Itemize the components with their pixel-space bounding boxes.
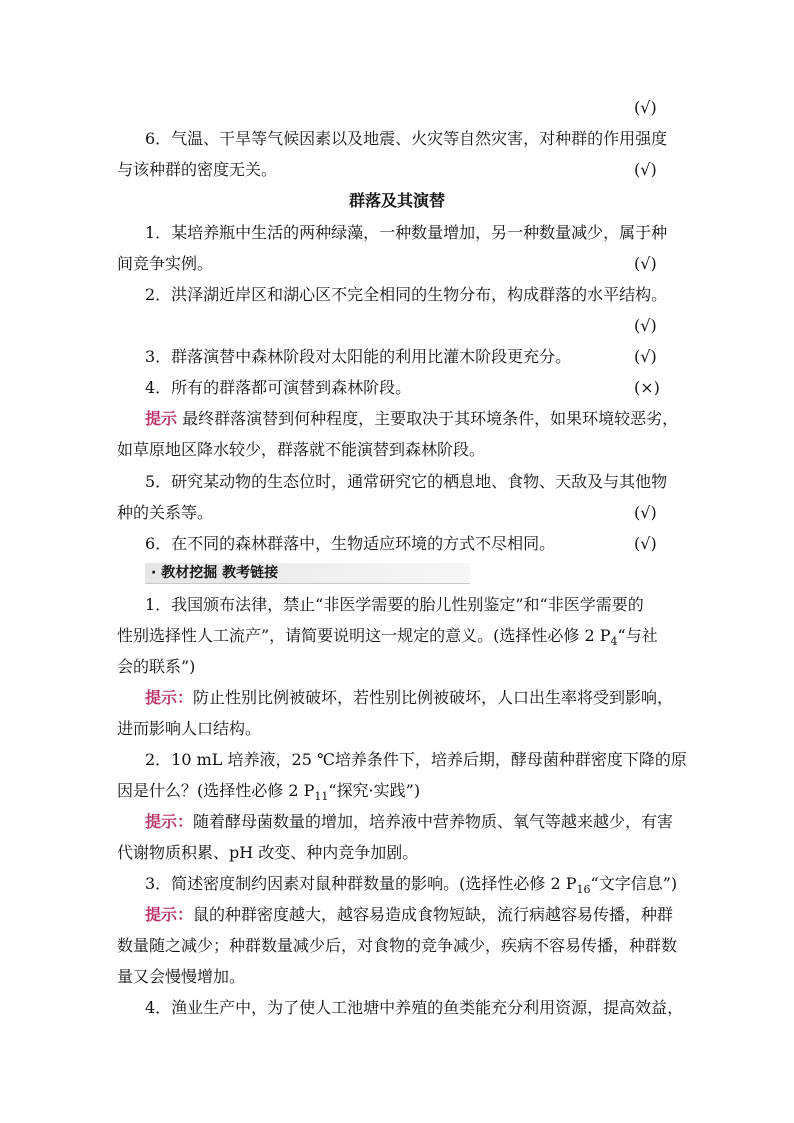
question-line: 1．我国颁布法律，禁止“非医学需要的胎儿性别鉴定”和“非医学需要的 bbox=[145, 595, 644, 614]
tip-line bbox=[145, 688, 705, 708]
tip-line: 代谢物质积累、pH 改变、种内竞争加剧。 bbox=[117, 843, 419, 862]
tip-text: 最终群落演替到何种程度，主要取决于其环境条件，如果环境较恶劣， bbox=[182, 409, 679, 428]
statement-line: 间竞争实例。 bbox=[117, 254, 214, 273]
statement-line: 5．研究某动物的生态位时，通常研究它的栖息地、食物、天敌及与其他物 bbox=[145, 472, 668, 491]
tip-label: 提示： bbox=[145, 688, 194, 707]
tip-line: 如草原地区降水较少，群落就不能演替到森林阶段。 bbox=[117, 440, 486, 459]
tip-line bbox=[145, 812, 705, 832]
question-line bbox=[117, 626, 677, 649]
question-line bbox=[145, 874, 705, 897]
question-line bbox=[117, 781, 677, 804]
tip-text: 鼠的种群密度越大，越容易造成食物短缺，流行病越容易传播，种群 bbox=[193, 905, 674, 924]
statement-line: 1．某培养瓶中生活的两种绿藻，一种数量增加，另一种数量减少，属于种 bbox=[145, 223, 668, 242]
tip-line bbox=[145, 409, 705, 429]
question-line: 4．渔业生产中，为了使人工池塘中养殖的鱼类能充分利用资源，提高效益， bbox=[145, 998, 684, 1017]
page-subscript: 16 bbox=[576, 883, 591, 897]
statement-line: 种的关系等。 bbox=[117, 503, 214, 522]
section-heading: 群落及其演替 bbox=[348, 191, 445, 210]
tip-label: 提示： bbox=[145, 905, 194, 924]
page-subscript: 4 bbox=[610, 635, 618, 649]
judgement-mark: (√) bbox=[634, 254, 657, 273]
tip-label: 提示 bbox=[145, 409, 178, 428]
statement-line: 与该种群的密度无关。 bbox=[117, 160, 278, 179]
tip-text: 防止性别比例被破坏，若性别比例被破坏，人口出生率将受到影响， bbox=[193, 688, 674, 707]
question-line: 2．10 mL 培养液，25 ℃培养条件下，培养后期，酵母菌种群密度下降的原 bbox=[145, 750, 687, 769]
judgement-mark: (√) bbox=[634, 160, 657, 179]
tip-line: 数量随之减少；种群数量减少后，对食物的竞争减少，疾病不容易传播，种群数 bbox=[117, 936, 678, 955]
statement-line: 6．气温、干旱等气候因素以及地震、火灾等自然灾害，对种群的作用强度 bbox=[145, 129, 668, 148]
tip-line bbox=[145, 905, 705, 925]
tip-text: 随着酵母菌数量的增加，培养液中营养物质、氧气等越来越少，有害 bbox=[193, 812, 674, 831]
statement-line: 3．群落演替中森林阶段对太阳能的利用比灌木阶段更充分。 bbox=[145, 347, 572, 366]
judgement-mark: (√) bbox=[634, 503, 657, 522]
question-line: 会的联系”) bbox=[117, 657, 196, 676]
question-text: 因是什么？(选择性必修 2 P bbox=[117, 781, 315, 800]
tip-label: 提示： bbox=[145, 812, 194, 831]
question-text: “探究·实践”) bbox=[328, 781, 421, 800]
question-text: “与社 bbox=[617, 626, 658, 645]
question-text: 性别选择性人工流产”，请简要说明这一规定的意义。(选择性必修 2 P bbox=[117, 626, 611, 645]
judgement-mark: (√) bbox=[634, 98, 657, 117]
statement-line: 4．所有的群落都可演替到森林阶段。 bbox=[145, 378, 412, 397]
judgement-mark: (√) bbox=[634, 316, 657, 335]
judgement-mark: (√) bbox=[634, 347, 657, 366]
judgement-mark: (√) bbox=[634, 534, 657, 553]
tip-line: 量又会慢慢增加。 bbox=[117, 967, 246, 986]
question-text: 3．简述密度制约因素对鼠种群数量的影响。(选择性必修 2 P bbox=[145, 874, 577, 893]
statement-line: 2．洪泽湖近岸区和湖心区不完全相同的生物分布，构成群落的水平结构。 bbox=[145, 285, 668, 304]
judgement-mark: (×) bbox=[634, 378, 660, 397]
statement-line: 6．在不同的森林群落中，生物适应环境的方式不尽相同。 bbox=[145, 534, 556, 553]
tip-line: 进而影响人口结构。 bbox=[117, 719, 262, 738]
section-banner: · 教材挖掘 教考链接 bbox=[145, 563, 470, 584]
question-text: “文字信息”) bbox=[590, 874, 678, 893]
page-subscript: 11 bbox=[314, 790, 329, 804]
